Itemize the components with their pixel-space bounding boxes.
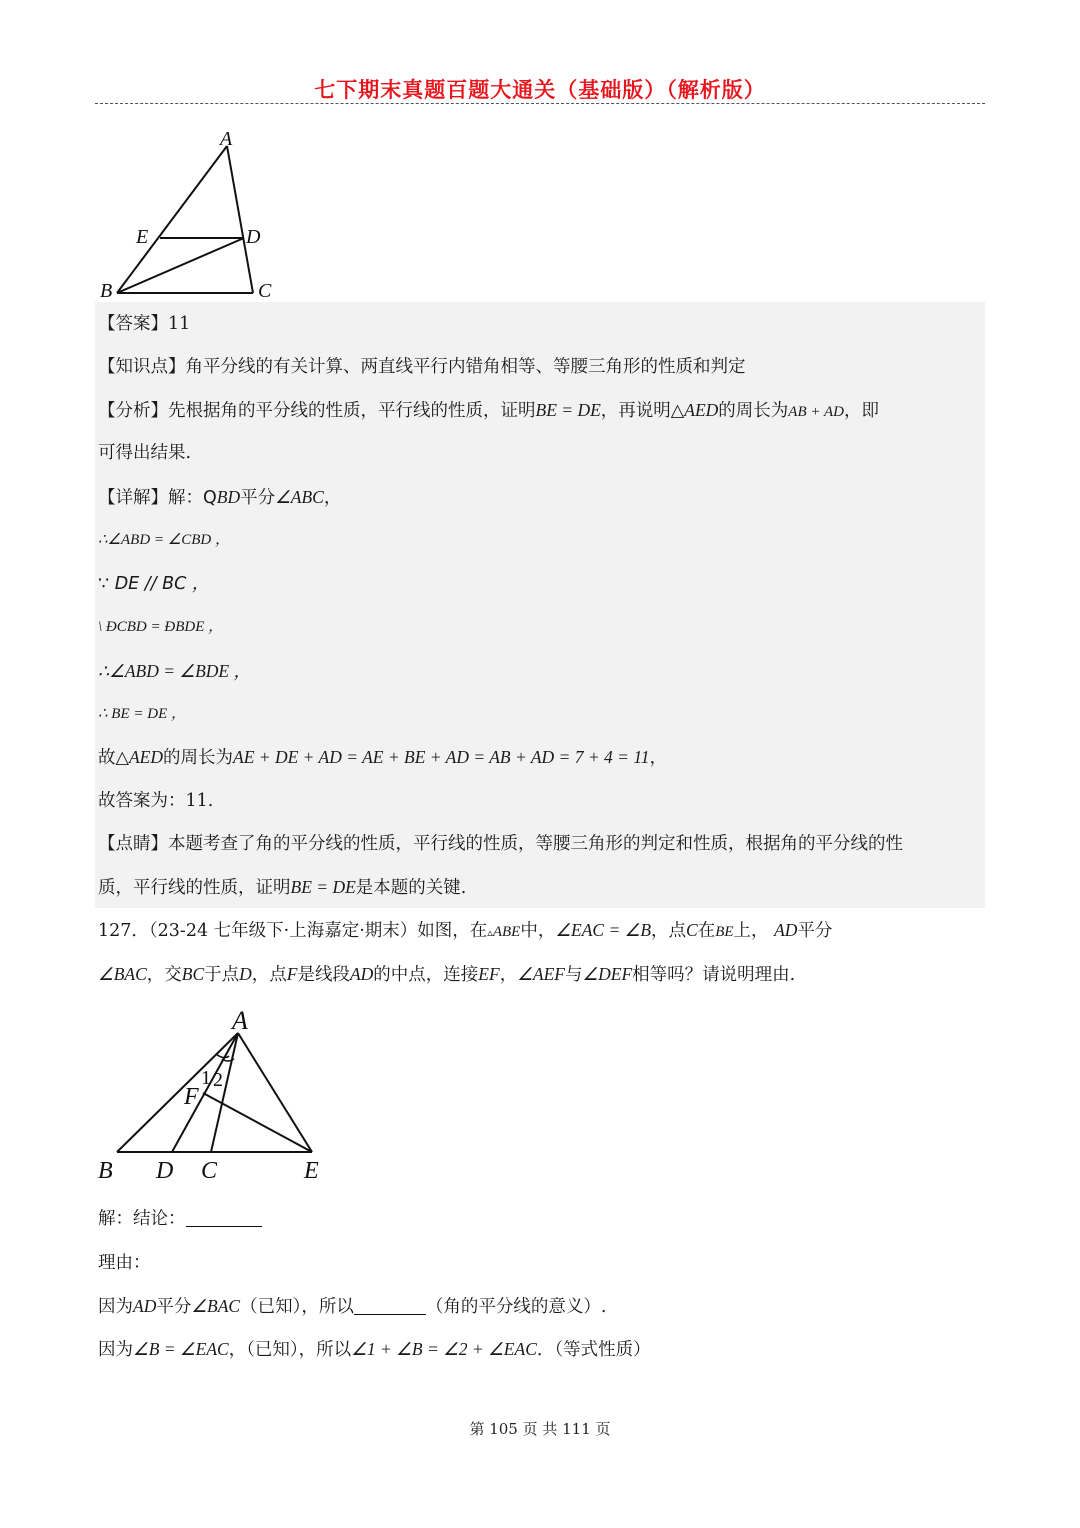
figure-triangle-abc [90,125,290,305]
detail-line-7: 故△AED的周长为AE + DE + AD = AE + BE + AD = AB + AD = 7 + 4 = 11， [98,747,668,768]
reason-line: 理由： [98,1253,151,1273]
reason-line-2: 因为∠B = ∠EAC，（已知），所以∠1 + ∠B = ∠2 + ∠EAC．（等式性质） [98,1339,651,1360]
problem-line-1: 127．（23-24 七年级下·上海嘉定·期末）如图，在▵ABE中，∠EAC = ∠B，点C在BE上， AD平分 [98,920,833,941]
reason-blank[interactable] [354,1296,426,1315]
page-footer: 第 105 页 共 111 页 [469,1420,611,1438]
label-a: A [232,1006,248,1035]
label-c: C [201,1158,218,1184]
answer-line: 【答案】11 [98,314,191,334]
knowledge-line: 【知识点】角平分线的有关计算、两直线平行内错角相等、等腰三角形的性质和判定 [98,357,746,377]
detail-line-1: 【详解】解：QBD平分∠ABC， [98,487,342,508]
detail-line-2: ∴∠ABD = ∠CBD ， [98,532,230,548]
page-header-title: 七下期末真题百题大通关（基础版）（解析版） [314,78,766,102]
comment-line-2: 质，平行线的性质，证明BE = DE是本题的关键. [98,877,467,898]
label-d: D [246,226,261,248]
detail-line-4: \ ÐCBD = ÐBDE ， [98,619,224,635]
label-e: E [304,1158,319,1184]
label-2: 2 [213,1069,223,1091]
solution-box [95,302,985,908]
detail-line-3: ∵ DE // BC ， [98,574,210,594]
analysis-line-1: 【分析】先根据角的平分线的性质，平行线的性质，证明BE = DE，再说明△AED的周长为AB + AD，即 [98,400,879,421]
label-f: F [184,1084,199,1110]
detail-line-8: 故答案为：11. [98,791,214,811]
detail-line-6: ∴ BE = DE ， [98,706,186,722]
problem-line-2: ∠BAC，交BC于点D，点F是线段AD的中点，连接EF，∠AEF与∠DEF相等吗？请说明理由. [98,964,796,985]
analysis-line-2: 可得出结果. [98,443,192,463]
detail-line-5: ∴∠ABD = ∠BDE ， [98,661,251,681]
header-divider [95,103,985,104]
label-b: B [98,1158,113,1184]
label-e: E [136,226,149,248]
label-a: A [220,128,233,150]
conclusion-blank[interactable] [186,1208,262,1227]
figure-triangle-abe [90,1005,340,1190]
label-d: D [156,1158,174,1184]
label-1: 1 [201,1067,211,1089]
comment-line-1: 【点睛】本题考查了角的平分线的性质，平行线的性质，等腰三角形的判定和性质，根据角的平分线的性 [98,834,903,854]
reason-line-1: 因为AD平分∠BAC（已知），所以 （角的平分线的意义）. [98,1296,607,1317]
label-c: C [258,280,272,302]
triangle-icon: ▵ [487,926,493,939]
conclusion-line: 解：结论： [98,1207,978,1231]
label-b: B [100,280,113,302]
